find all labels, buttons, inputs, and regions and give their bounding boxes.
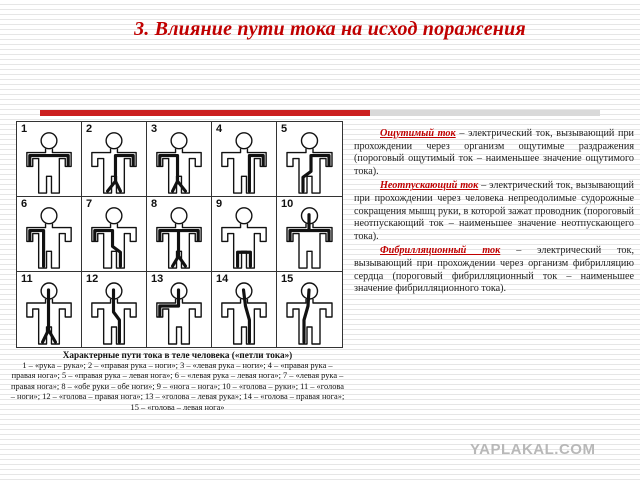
figure-caption-title: Характерные пути тока в теле человека («петли тока») <box>62 350 293 360</box>
figure-body <box>222 224 266 268</box>
current-path-cell <box>212 122 277 197</box>
current-loop-path <box>30 156 68 166</box>
cell-number: 13 <box>151 273 164 285</box>
current-path-cell <box>82 197 147 272</box>
title-divider-accent <box>40 110 370 116</box>
cell-number: 11 <box>21 273 33 285</box>
figure-head <box>171 208 187 224</box>
cell-number: 15 <box>281 273 294 285</box>
cell-number: 14 <box>216 273 229 285</box>
cell-number: 3 <box>151 123 158 135</box>
definition-term: Неотпускающий ток <box>380 180 479 192</box>
current-loop-path <box>160 231 198 267</box>
cell-number: 5 <box>281 123 288 135</box>
current-path-cell <box>277 197 342 272</box>
figure-caption <box>10 350 345 414</box>
figure-head <box>106 133 122 149</box>
figure-head <box>236 133 252 149</box>
current-loop-path <box>238 252 251 266</box>
cell-number: 9 <box>216 198 223 210</box>
current-path-cell <box>17 272 82 347</box>
cell-number: 7 <box>86 198 93 210</box>
definition-fibrillation-current <box>354 245 634 295</box>
current-loop-path <box>249 156 263 192</box>
current-path-cell <box>82 122 147 197</box>
definition-let-go-current <box>354 180 634 243</box>
current-path-cell <box>277 272 342 347</box>
cell-number: 10 <box>281 198 294 210</box>
current-path-cell <box>82 272 147 347</box>
current-path-cell <box>147 122 212 197</box>
definition-text: – электрический ток, вызывающий при прохождении через человека непреодолимые судорожные сокращения мышц руки, в которой зажат проводник (пороговый неотпускающий ток – наименьшее значение неотпускающего тока). <box>354 180 635 242</box>
figure-head <box>41 133 57 149</box>
cell-number: 8 <box>151 198 158 210</box>
figure-head <box>171 133 187 149</box>
current-path-cell <box>147 197 212 272</box>
definition-text: – электрический ток, вызывающий при прохождении через организм фибрилляцию сердца (пороговый фибрилляционный ток – наименьшее значение фибрилляционного тока). <box>354 245 634 295</box>
current-path-cell <box>147 272 212 347</box>
current-path-cell <box>17 197 82 272</box>
current-path-cell <box>277 122 342 197</box>
current-loop-path <box>108 156 134 192</box>
watermark-logo: YAPLAKAL.COM <box>470 441 596 458</box>
current-path-cell <box>17 122 82 197</box>
definition-term: Фибрилляционный ток <box>380 245 501 257</box>
current-loop-path <box>160 156 186 192</box>
figure-head <box>106 208 122 224</box>
definitions-panel <box>354 128 634 298</box>
figure-caption-text: 1 – «рука – рука»; 2 – «правая рука – ноги»; 3 – «левая рука – ноги»; 4 – «правая рука – правая нога»; 5 – «правая рука – левая нога»; 6 – «левая рука – левая нога»; 7 – «левая рука – правая нога»; 8 – «обе руки – обе ноги»; 9 – «нога – нога»; 10 – «голова – руки»; 11 – «голова – ноги»; 12 – «голова – правая нога»; 13 – «голова – левая рука»; 14 – «голова – правая нога»; 15 – «голова – левая нога» <box>10 360 345 412</box>
cell-number: 2 <box>86 123 93 135</box>
cell-number: 12 <box>86 273 99 285</box>
cell-number: 4 <box>216 123 223 135</box>
current-path-cell <box>212 197 277 272</box>
current-paths-figure <box>16 121 343 348</box>
cell-number: 6 <box>21 198 28 210</box>
cell-number: 1 <box>21 123 28 135</box>
slide-title: 3. Влияние пути тока на исход поражения <box>134 18 526 40</box>
definition-term: Ощутимый ток <box>380 128 456 139</box>
definition-perceptible-current <box>354 128 634 178</box>
current-loop-path <box>30 231 44 267</box>
title-divider <box>370 110 600 116</box>
current-path-cell <box>212 272 277 347</box>
figure-head <box>41 208 57 224</box>
definition-text: – электрический ток, вызывающий при прохождении через организм ощутимые раздражения (пороговый ощутимый ток – наименьшее значение ощутимого тока). <box>354 128 635 177</box>
figure-head <box>302 133 318 149</box>
figure-head <box>236 208 252 224</box>
